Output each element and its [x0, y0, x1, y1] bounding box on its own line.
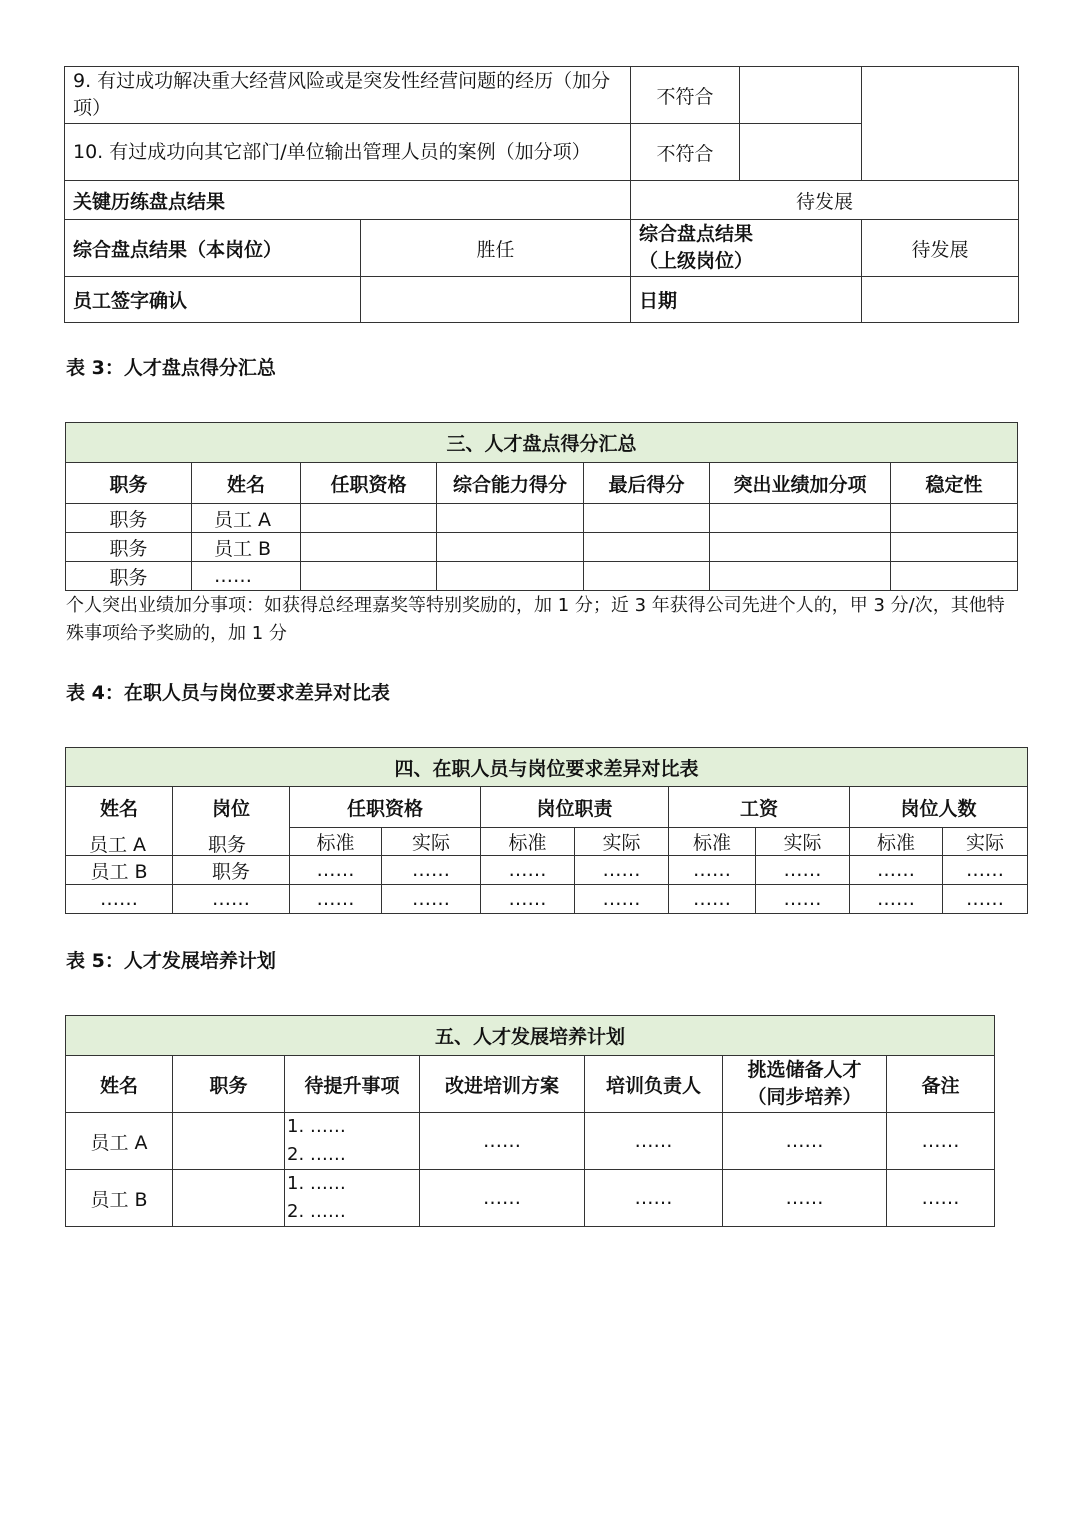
- row-cell: ……: [850, 856, 943, 885]
- row-cell: [710, 504, 891, 533]
- improve-item-1: 1. ……: [287, 1116, 346, 1137]
- row-cell: ……: [290, 885, 382, 914]
- sub-standard: 标准: [481, 828, 575, 856]
- improve-item-1: 1. ……: [287, 1173, 346, 1194]
- row-cell: [584, 533, 710, 562]
- row-cell: [710, 533, 891, 562]
- caption-table-5: 表 5：人才发展培养计划: [66, 950, 276, 972]
- row-reserve: ……: [723, 1170, 887, 1227]
- caption-table-4: 表 4：在职人员与岗位要求差异对比表: [66, 682, 390, 704]
- header-role: 职务: [173, 1056, 285, 1113]
- header-qualification: 任职资格: [290, 787, 481, 828]
- table-row: [66, 1113, 995, 1170]
- sub-actual: 实际: [575, 828, 669, 856]
- row-cell: [437, 504, 584, 533]
- date-field: [862, 277, 1019, 323]
- upper-result-value: 待发展: [862, 220, 1019, 277]
- row-cell: ……: [756, 856, 850, 885]
- table-4-title: 四、在职人员与岗位要求差异对比表: [66, 748, 1028, 787]
- key-experience-label: 关键历练盘点结果: [65, 181, 631, 220]
- bonus-note: 个人突出业绩加分事项：如获得总经理嘉奖等特别奖励的，加 1 分；近 3 年获得公司先进个人的，甲 3 分/次，其他特殊事项给予奖励的，加 1 分: [66, 595, 1005, 644]
- development-plan-table: [65, 1015, 995, 1227]
- row-cell: [584, 504, 710, 533]
- header-training-owner: 培训负责人: [585, 1056, 723, 1113]
- row-cell: [891, 562, 1018, 591]
- table-row: [66, 533, 1018, 562]
- row-cell: [584, 562, 710, 591]
- row-cell: [301, 562, 437, 591]
- criteria-9-result: 不符合: [631, 67, 740, 124]
- overall-result-value: 胜任: [361, 220, 631, 277]
- header-improve-items: 待提升事项: [285, 1056, 420, 1113]
- header-post: 岗位: [173, 787, 290, 856]
- sub-standard: 标准: [290, 828, 382, 856]
- row-role: 职务: [66, 533, 192, 562]
- row-remark: ……: [887, 1170, 995, 1227]
- upper-result-label-line1: 综合盘点结果: [639, 223, 754, 245]
- row-name: 员工 A: [192, 504, 301, 533]
- assessment-table: [64, 66, 1019, 323]
- row-reserve: ……: [723, 1113, 887, 1170]
- header-role: 职务: [66, 463, 192, 504]
- row-post: 职务: [173, 856, 290, 885]
- employee-signature-field: [361, 277, 631, 323]
- row-cell: ……: [481, 885, 575, 914]
- row-role: [173, 1170, 285, 1227]
- criteria-10-result: 不符合: [631, 124, 740, 181]
- date-label: 日期: [631, 277, 862, 323]
- row-plan: ……: [420, 1170, 585, 1227]
- header-headcount: 岗位人数: [850, 787, 1028, 828]
- row-remark: ……: [887, 1113, 995, 1170]
- header-duties: 岗位职责: [481, 787, 669, 828]
- row-role: 职务: [66, 504, 192, 533]
- table-4-row-a-post: 职务: [208, 834, 247, 856]
- overall-result-label: 综合盘点结果（本岗位）: [65, 220, 361, 277]
- caption-table-3: 表 3：人才盘点得分汇总: [66, 357, 276, 379]
- table-5-title: 五、人才发展培养计划: [66, 1016, 995, 1056]
- header-ability-score: 综合能力得分: [437, 463, 584, 504]
- header-remark: 备注: [887, 1056, 995, 1113]
- row-cell: [891, 533, 1018, 562]
- employee-signature-label: 员工签字确认: [65, 277, 361, 323]
- row-cell: ……: [575, 885, 669, 914]
- upper-result-label: [631, 220, 862, 277]
- row-role: [173, 1113, 285, 1170]
- row-name: 员工 B: [192, 533, 301, 562]
- table-3-title: 三、人才盘点得分汇总: [66, 423, 1018, 463]
- criteria-10-empty: [740, 124, 862, 181]
- row-role: 职务: [66, 562, 192, 591]
- row-cell: ……: [669, 856, 756, 885]
- row-name: ……: [66, 885, 173, 914]
- header-name: 姓名: [66, 1056, 173, 1113]
- header-qualification: 任职资格: [301, 463, 437, 504]
- header-salary: 工资: [669, 787, 850, 828]
- row-cell: [710, 562, 891, 591]
- key-experience-value: 待发展: [631, 181, 1019, 220]
- upper-result-label-line2: （上级岗位）: [639, 250, 754, 272]
- header-name: 姓名: [192, 463, 301, 504]
- improve-item-2: 2. ……: [287, 1144, 346, 1165]
- header-training-plan: 改进培训方案: [420, 1056, 585, 1113]
- row-cell: ……: [382, 856, 481, 885]
- row-cell: ……: [669, 885, 756, 914]
- row-cell: ……: [943, 856, 1028, 885]
- row-cell: [437, 562, 584, 591]
- row-cell: ……: [290, 856, 382, 885]
- row-cell: [891, 504, 1018, 533]
- row-cell: ……: [943, 885, 1028, 914]
- criteria-9-empty: [740, 67, 862, 124]
- row-cell: [301, 533, 437, 562]
- criteria-10: 10. 有过成功向其它部门/单位输出管理人员的案例（加分项）: [65, 124, 631, 181]
- row-improve-items: [285, 1170, 420, 1227]
- row-name: ……: [192, 562, 301, 591]
- table-row: [66, 562, 1018, 591]
- header-final-score: 最后得分: [584, 463, 710, 504]
- table-row: [66, 504, 1018, 533]
- row-cell: [301, 504, 437, 533]
- row-name: 员工 B: [66, 856, 173, 885]
- row-name: 员工 B: [66, 1170, 173, 1227]
- row-owner: ……: [585, 1170, 723, 1227]
- row-plan: ……: [420, 1113, 585, 1170]
- row-improve-items: [285, 1113, 420, 1170]
- row-cell: ……: [756, 885, 850, 914]
- table-row: [66, 885, 1028, 914]
- row-post: ……: [173, 885, 290, 914]
- score-summary-table: [65, 422, 1018, 591]
- header-stability: 稳定性: [891, 463, 1018, 504]
- criteria-merged-empty: [862, 67, 1019, 181]
- row-cell: [437, 533, 584, 562]
- row-cell: ……: [850, 885, 943, 914]
- row-owner: ……: [585, 1113, 723, 1170]
- sub-actual: 实际: [943, 828, 1028, 856]
- sub-actual: 实际: [756, 828, 850, 856]
- sub-actual: 实际: [382, 828, 481, 856]
- row-cell: ……: [575, 856, 669, 885]
- table-4-row-a-name: 员工 A: [89, 834, 147, 856]
- row-cell: ……: [481, 856, 575, 885]
- improve-item-2: 2. ……: [287, 1201, 346, 1222]
- sub-standard: 标准: [669, 828, 756, 856]
- header-reserve-talent: 挑选储备人才（同步培养）: [723, 1056, 887, 1113]
- header-performance-bonus: 突出业绩加分项: [710, 463, 891, 504]
- row-name: 员工 A: [66, 1113, 173, 1170]
- header-name: 姓名: [66, 787, 173, 856]
- row-cell: ……: [382, 885, 481, 914]
- table-row: [66, 856, 1028, 885]
- sub-standard: 标准: [850, 828, 943, 856]
- criteria-9: 9. 有过成功解决重大经营风险或是突发性经营问题的经历（加分项）: [65, 67, 631, 124]
- table-row: [66, 1170, 995, 1227]
